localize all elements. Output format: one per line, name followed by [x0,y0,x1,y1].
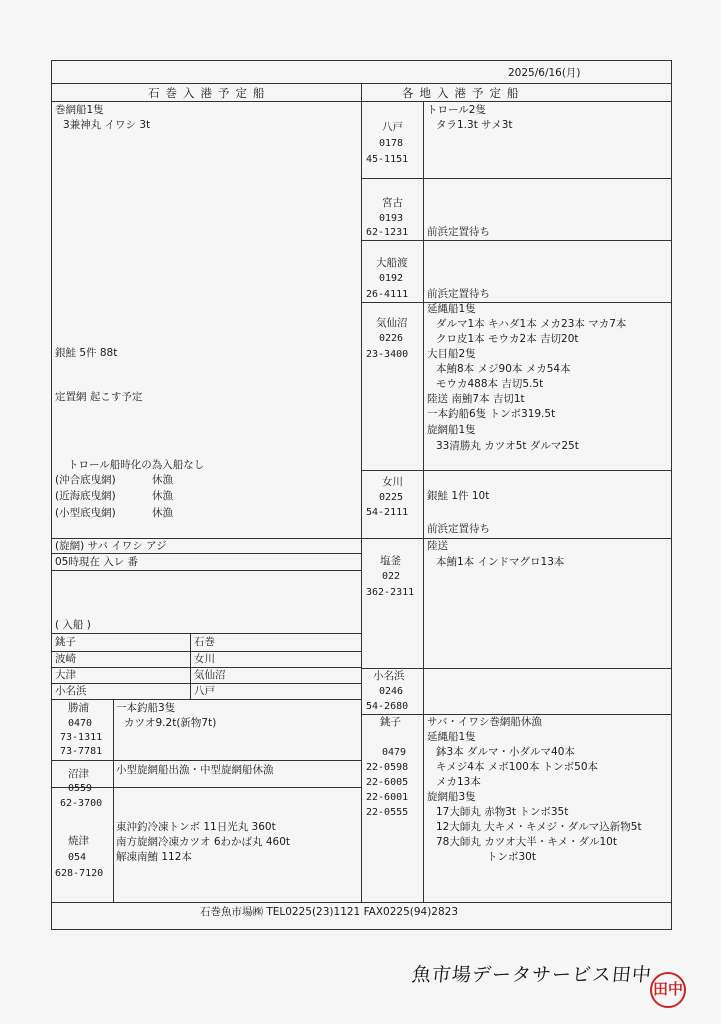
port-detail: タラ1.3t サメ3t [436,119,513,131]
port-phone: 22-0598 [366,762,409,773]
rule [51,760,361,761]
port-name-ofunato: 大船渡 [376,257,408,269]
port-name: 大津 [55,669,76,681]
footer-contact: 石巻魚市場㈱ TEL0225(23)1121 FAX0225(94)2823 [200,906,459,918]
seine-species: (旋網) サバ イワシ アジ [55,540,167,552]
port-detail: 東沖釣冷凍トンボ 11日光丸 360t [116,821,276,833]
port-detail: 小型旋網船出漁・中型旋網船休漁 [116,764,274,776]
port-phone: 23-3400 [366,349,409,360]
port-column-divider [423,101,424,902]
rule [51,538,361,539]
port-phone: 22-0555 [366,807,409,818]
rule [361,668,671,669]
port-phone: 22-6005 [366,777,409,788]
rule [361,538,671,539]
rule [51,667,361,668]
rule [361,178,671,179]
port-phone: 054 [68,852,87,863]
port-detail: 南方旋網冷凍カツオ 6わかば丸 460t [116,836,291,848]
port-phone: 26-4111 [366,289,409,300]
trawl-note: トロール船時化の為入船なし [68,459,205,471]
other-ports-arrivals-header: 各地入港予定船 [402,86,525,100]
purse-seine-detail: 3兼神丸 イワシ 3t [63,119,151,131]
port-detail: 一本釣船3隻 [116,702,176,714]
rule [51,633,361,634]
port-detail: 解凍南鮪 112本 [116,851,192,863]
port-name-miyako: 宮古 [382,197,403,209]
port-detail: トロール2隻 [427,104,486,116]
port-detail: 12大師丸 大キメ・キメジ・ダルマ込新物5t [436,821,642,833]
port-name-choshi: 銚子 [380,716,401,728]
column-divider [361,83,362,902]
port-detail: 陸送 [427,540,448,552]
rule [51,570,361,571]
port-detail: 延縄船1隻 [427,303,476,315]
rule [361,470,671,471]
arrivals-title: ( 入船 ) [55,619,91,631]
trawl-label: (小型底曳網) [55,507,116,519]
port-detail: 旋網船1隻 [427,424,476,436]
port-name: 八戸 [194,685,215,697]
port-detail: カツオ9.2t(新物7t) [124,717,217,729]
port-name: 気仙沼 [194,669,226,681]
rule [51,699,361,700]
ishinomaki-arrivals-header: 石巻入港予定船 [148,86,271,100]
port-detail: 前浜定置待ち [427,226,490,238]
port-phone: 022 [382,571,401,582]
rule [51,902,671,903]
seal-stamp: 田中 [650,972,686,1008]
port-phone: 0470 [68,718,93,729]
rule [51,553,361,554]
port-phone: 73-7781 [60,746,103,757]
port-name: 銚子 [55,636,76,648]
port-name-shiogama: 塩釜 [380,555,401,567]
port-detail: 前浜定置待ち [427,523,490,535]
rule [361,240,671,241]
port-detail: ダルマ1本 キハダ1本 メカ23本 マカ7本 [436,318,627,330]
port-name: 石巻 [194,636,215,648]
port-detail: 大目船2隻 [427,348,476,360]
port-phone: 0192 [379,273,404,284]
trawl-label: (近海底曳網) [55,490,116,502]
port-phone: 0226 [379,333,404,344]
rule [51,683,361,684]
port-phone: 0178 [379,138,404,149]
port-detail: 本鮪1本 インドマグロ13本 [436,556,565,568]
port-phone: 0246 [379,686,404,697]
port-detail: 銀鮭 1件 10t [427,490,490,502]
port-name-onagawa: 女川 [382,476,403,488]
rule [361,714,671,715]
port-column-divider [113,699,114,902]
port-name-kesennuma: 気仙沼 [376,317,408,329]
port-phone: 0559 [68,783,93,794]
port-detail: 前浜定置待ち [427,288,490,300]
report-date: 2025/6/16(月) [508,67,581,79]
purse-seine-count: 巻網船1隻 [55,104,104,116]
port-detail: 33清勝丸 カツオ5t ダルマ25t [436,440,579,452]
set-net: 定置網 起こす予定 [55,391,143,403]
port-name: 小名浜 [55,685,87,697]
port-detail: メカ13本 [436,776,481,788]
port-name-numazu: 沼津 [68,768,89,780]
handwritten-signature: 魚市場データサービス田中 [410,964,654,986]
port-phone: 45-1151 [366,154,409,165]
port-name-yaizu: 焼津 [68,835,89,847]
port-name: 女川 [194,653,215,665]
as-of-time: 05時現在 入レ 番 [55,556,139,568]
rule [113,787,361,788]
ports-grid-divider [190,633,191,699]
port-detail: モウカ488本 吉切5.5t [436,378,544,390]
port-phone: 62-3700 [60,798,103,809]
port-detail: 17大師丸 赤物3t トンボ35t [436,806,569,818]
rule [361,302,671,303]
port-detail: サバ・イワシ巻網船休漁 [427,716,542,728]
rule [51,651,361,652]
port-phone: 362-2311 [366,587,415,598]
port-phone: 0193 [379,213,404,224]
port-phone: 54-2680 [366,701,409,712]
port-detail: 旋網船3隻 [427,791,476,803]
port-name-onahama: 小名浜 [373,670,405,682]
silver-salmon: 銀鮭 5件 88t [55,347,118,359]
port-name: 波崎 [55,653,76,665]
port-name-hachinohe: 八戸 [382,121,403,133]
port-phone: 54-2111 [366,507,409,518]
port-detail: 一本釣船6隻 トンボ319.5t [427,408,556,420]
trawl-status: 休漁 [152,474,173,486]
port-detail: 78大師丸 カツオ大半・キメ・ダル10t [436,836,617,848]
port-phone: 0479 [382,747,407,758]
port-phone: 73-1311 [60,732,103,743]
port-detail: 延縄船1隻 [427,731,476,743]
port-phone: 0225 [379,492,404,503]
trawl-label: (沖合底曳網) [55,474,116,486]
port-detail: キメジ4本 メボ100本 トンボ50本 [436,761,599,773]
port-phone: 628-7120 [55,868,104,879]
trawl-status: 休漁 [152,507,173,519]
port-phone: 22-6001 [366,792,409,803]
port-phone: 62-1231 [366,227,409,238]
trawl-status: 休漁 [152,490,173,502]
port-name-katsuura: 勝浦 [68,702,89,714]
port-detail: トンボ30t [487,851,536,863]
port-detail: クロ皮1本 モウカ2本 吉切20t [436,333,579,345]
port-detail: 鉢3本 ダルマ・小ダルマ40本 [436,746,575,758]
port-detail: 陸送 南鮪7本 吉切1t [427,393,525,405]
port-detail: 本鮪8本 メジ90本 メカ54本 [436,363,571,375]
